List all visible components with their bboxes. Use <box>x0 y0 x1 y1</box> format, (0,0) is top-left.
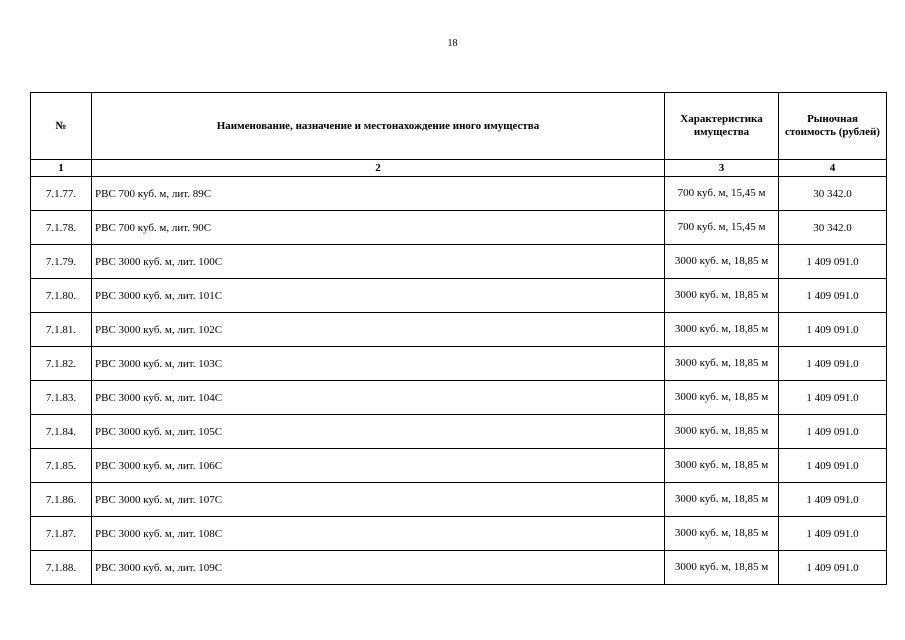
row-number: 7.1.79. <box>31 245 92 279</box>
header-number: № <box>31 93 92 160</box>
row-number: 7.1.83. <box>31 381 92 415</box>
row-number: 7.1.77. <box>31 177 92 211</box>
row-name: РВС 3000 куб. м, лит. 100С <box>92 245 665 279</box>
table-row <box>31 279 887 313</box>
row-market-value: 30 342.0 <box>779 211 887 245</box>
header-characteristic: Характеристика имущества <box>665 93 779 160</box>
column-number: 3 <box>665 160 779 177</box>
row-market-value: 1 409 091.0 <box>779 449 887 483</box>
row-characteristic: 3000 куб. м, 18,85 м <box>665 449 779 483</box>
row-number: 7.1.80. <box>31 279 92 313</box>
table-row <box>31 313 887 347</box>
row-number: 7.1.88. <box>31 551 92 585</box>
row-market-value: 1 409 091.0 <box>779 245 887 279</box>
row-market-value: 1 409 091.0 <box>779 381 887 415</box>
row-characteristic: 3000 куб. м, 18,85 м <box>665 483 779 517</box>
table-row <box>31 381 887 415</box>
row-characteristic: 3000 куб. м, 18,85 м <box>665 313 779 347</box>
row-name: РВС 3000 куб. м, лит. 107С <box>92 483 665 517</box>
row-name: РВС 3000 куб. м, лит. 105С <box>92 415 665 449</box>
header-name: Наименование, назначение и местонахождение иного имущества <box>92 93 665 160</box>
row-market-value: 1 409 091.0 <box>779 313 887 347</box>
row-characteristic: 3000 куб. м, 18,85 м <box>665 347 779 381</box>
row-characteristic: 3000 куб. м, 18,85 м <box>665 381 779 415</box>
row-name: РВС 700 куб. м, лит. 89С <box>92 177 665 211</box>
row-number: 7.1.82. <box>31 347 92 381</box>
row-market-value: 1 409 091.0 <box>779 517 887 551</box>
header-row <box>31 93 887 160</box>
table-row <box>31 347 887 381</box>
header-market-value: Рыночная стоимость (рублей) <box>779 93 887 160</box>
page-number: 18 <box>447 38 458 49</box>
column-number-row <box>31 160 887 177</box>
table-row <box>31 483 887 517</box>
row-name: РВС 3000 куб. м, лит. 106С <box>92 449 665 483</box>
row-number: 7.1.81. <box>31 313 92 347</box>
row-market-value: 1 409 091.0 <box>779 415 887 449</box>
row-characteristic: 3000 куб. м, 18,85 м <box>665 517 779 551</box>
row-market-value: 1 409 091.0 <box>779 347 887 381</box>
row-name: РВС 3000 куб. м, лит. 103С <box>92 347 665 381</box>
table-row <box>31 211 887 245</box>
row-number: 7.1.84. <box>31 415 92 449</box>
row-name: РВС 3000 куб. м, лит. 109С <box>92 551 665 585</box>
table-row <box>31 177 887 211</box>
table-row <box>31 551 887 585</box>
row-characteristic: 3000 куб. м, 18,85 м <box>665 551 779 585</box>
row-characteristic: 700 куб. м, 15,45 м <box>665 211 779 245</box>
row-number: 7.1.78. <box>31 211 92 245</box>
table-row <box>31 449 887 483</box>
row-name: РВС 700 куб. м, лит. 90С <box>92 211 665 245</box>
row-market-value: 1 409 091.0 <box>779 551 887 585</box>
property-table <box>30 92 887 585</box>
row-characteristic: 3000 куб. м, 18,85 м <box>665 415 779 449</box>
row-name: РВС 3000 куб. м, лит. 104С <box>92 381 665 415</box>
column-number: 2 <box>92 160 665 177</box>
row-name: РВС 3000 куб. м, лит. 108С <box>92 517 665 551</box>
row-number: 7.1.86. <box>31 483 92 517</box>
column-number: 1 <box>31 160 92 177</box>
row-number: 7.1.85. <box>31 449 92 483</box>
row-characteristic: 3000 куб. м, 18,85 м <box>665 245 779 279</box>
table-body <box>31 177 887 585</box>
row-name: РВС 3000 куб. м, лит. 102С <box>92 313 665 347</box>
row-market-value: 1 409 091.0 <box>779 483 887 517</box>
table-row <box>31 415 887 449</box>
table-row <box>31 517 887 551</box>
row-number: 7.1.87. <box>31 517 92 551</box>
row-characteristic: 3000 куб. м, 18,85 м <box>665 279 779 313</box>
row-name: РВС 3000 куб. м, лит. 101С <box>92 279 665 313</box>
column-number: 4 <box>779 160 887 177</box>
row-market-value: 1 409 091.0 <box>779 279 887 313</box>
row-characteristic: 700 куб. м, 15,45 м <box>665 177 779 211</box>
table-row <box>31 245 887 279</box>
row-market-value: 30 342.0 <box>779 177 887 211</box>
